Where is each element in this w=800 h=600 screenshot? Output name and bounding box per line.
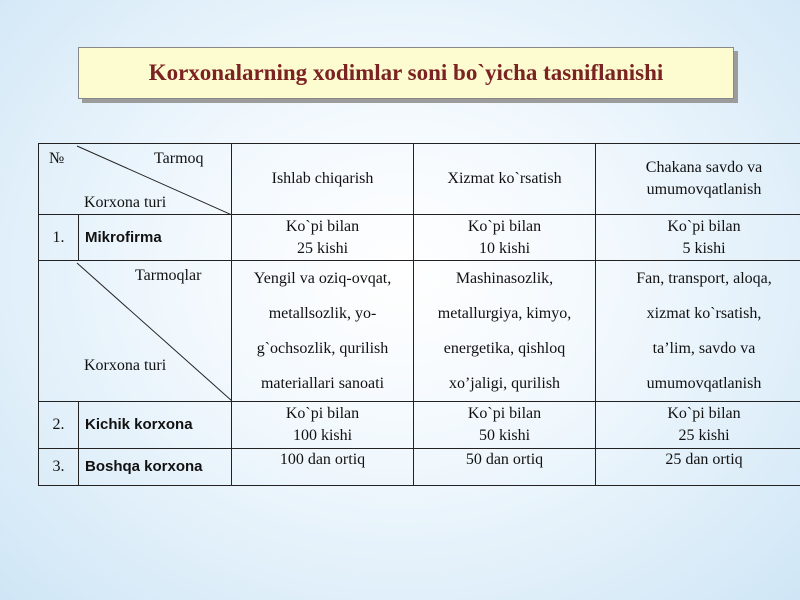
value-cell: Ko`pi bilan 100 kishi bbox=[232, 402, 414, 449]
row-number: 3. bbox=[39, 449, 79, 486]
sector-list: Fan, transport, aloqa, xizmat ko`rsatish, ta’lim, savdo va umumovqatlanish bbox=[596, 261, 800, 402]
page-title: Korxonalarning xodimlar soni bo`yicha tasniflanishi bbox=[148, 60, 664, 85]
value-cell: 50 dan ortiq bbox=[414, 449, 596, 486]
value-cell: Ko`pi bilan 25 kishi bbox=[596, 402, 800, 449]
corner-label-bottom: Korxona turi bbox=[84, 357, 167, 374]
sectors-row bbox=[39, 261, 800, 402]
title-banner bbox=[78, 47, 734, 99]
classification-table bbox=[38, 143, 800, 486]
value-cell: Ko`pi bilan 5 kishi bbox=[596, 215, 800, 261]
enterprise-type: Kichik korxona bbox=[79, 402, 232, 449]
corner-label-top: Tarmoqlar bbox=[135, 267, 202, 284]
row-number: 2. bbox=[39, 402, 79, 449]
corner-label-bottom: Korxona turi bbox=[84, 194, 167, 211]
value-cell: 25 dan ortiq bbox=[596, 449, 800, 486]
header-corner-cell bbox=[39, 144, 232, 215]
sectors-corner-cell bbox=[39, 261, 232, 402]
table-row bbox=[39, 402, 800, 449]
number-header: № bbox=[49, 150, 65, 167]
sector-list: Yengil va oziq-ovqat, metallsozlik, yo- g`ochsozlik, qurilish materiallari sanoati bbox=[232, 261, 414, 402]
table-row bbox=[39, 449, 800, 486]
value-cell: Ko`pi bilan 50 kishi bbox=[414, 402, 596, 449]
enterprise-type: Mikrofirma bbox=[79, 215, 232, 261]
sector-list: Mashinasozlik, metallurgiya, kimyo, energetika, qishloq xo’jaligi, qurilish bbox=[414, 261, 596, 402]
value-cell: Ko`pi bilan 10 kishi bbox=[414, 215, 596, 261]
column-header: Ishlab chiqarish bbox=[232, 144, 414, 215]
header-row bbox=[39, 144, 800, 215]
value-cell: Ko`pi bilan 25 kishi bbox=[232, 215, 414, 261]
value-cell: 100 dan ortiq bbox=[232, 449, 414, 486]
corner-label-top: Tarmoq bbox=[154, 150, 204, 167]
enterprise-type: Boshqa korxona bbox=[79, 449, 232, 486]
row-number: 1. bbox=[39, 215, 79, 261]
column-header: Chakana savdo va umumovqatlanish bbox=[596, 144, 800, 215]
column-header: Xizmat ko`rsatish bbox=[414, 144, 596, 215]
table-row bbox=[39, 215, 800, 261]
